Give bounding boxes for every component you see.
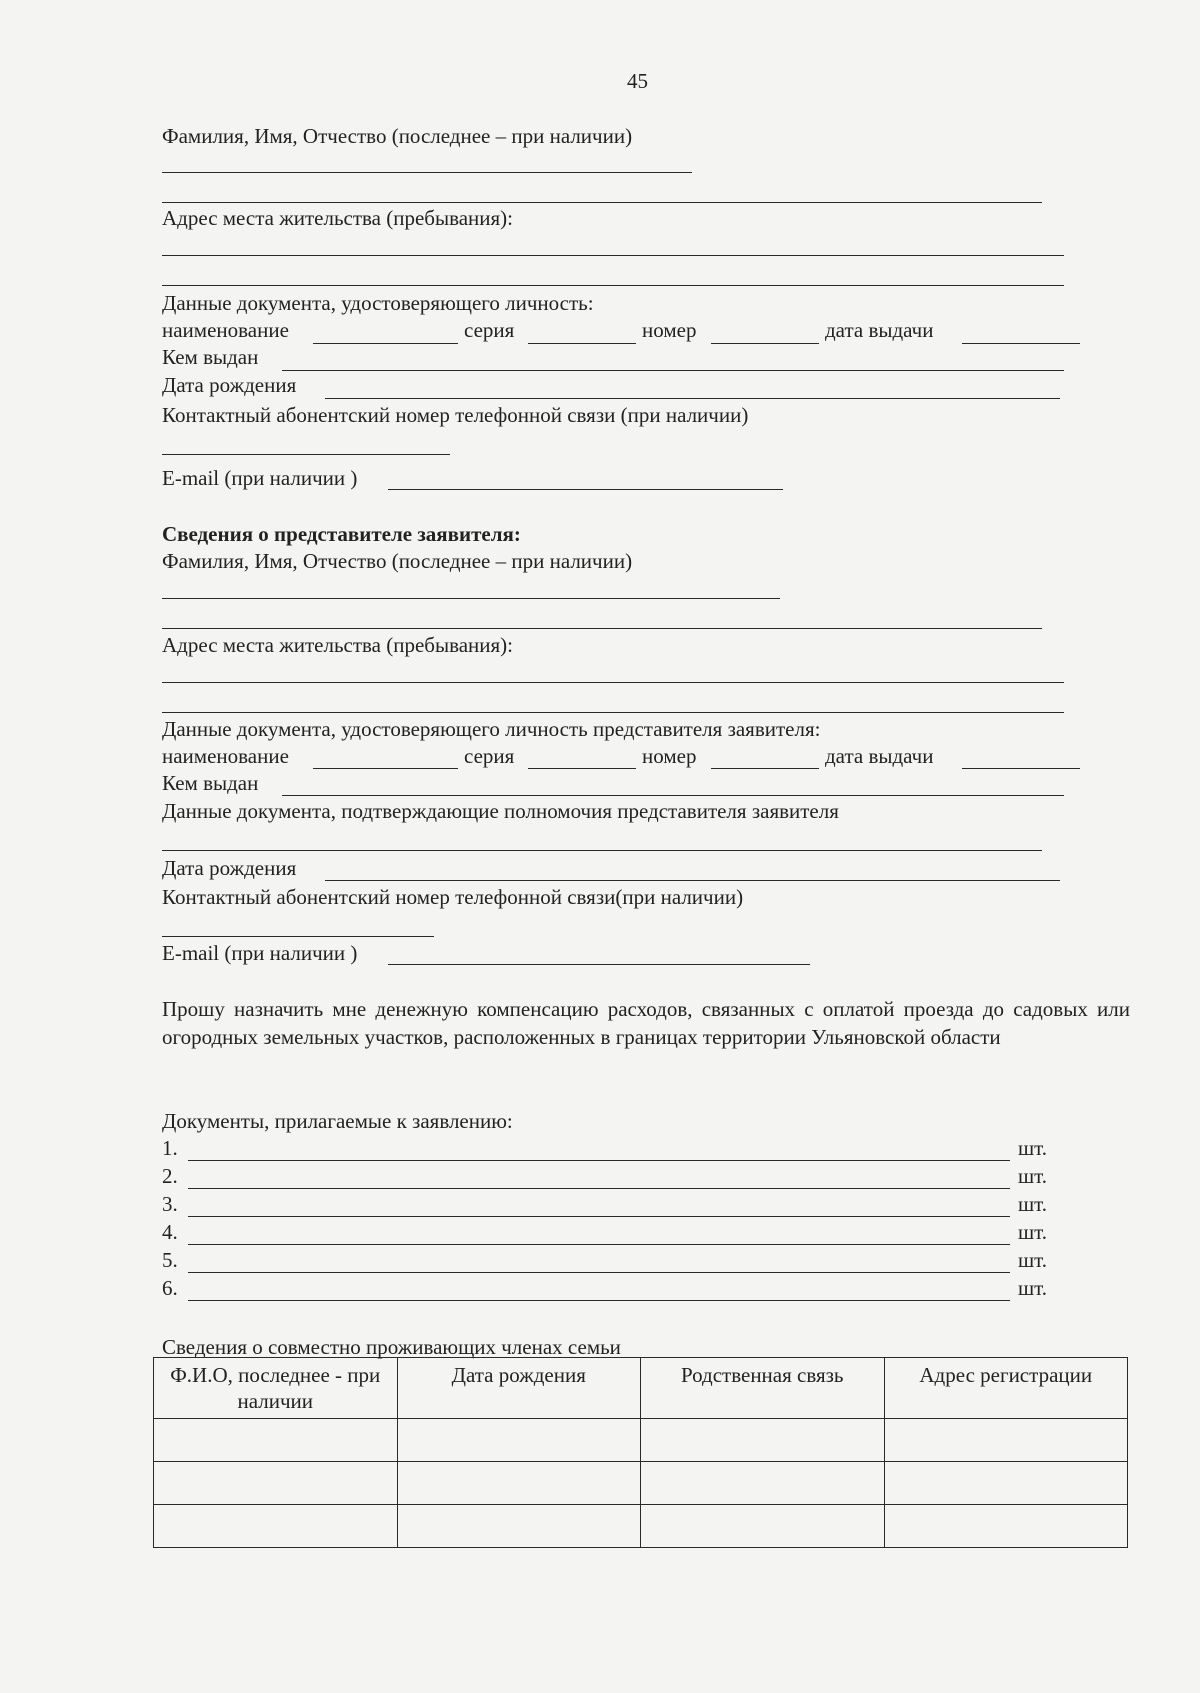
representative-heading: Сведения о представителе заявителя:	[162, 522, 521, 546]
applicant-fio-line-2[interactable]	[162, 202, 1042, 203]
table-cell[interactable]	[154, 1505, 398, 1548]
table-row	[154, 1419, 1128, 1462]
representative-doc-number-field[interactable]	[711, 768, 819, 769]
applicant-email-field[interactable]	[388, 489, 783, 490]
representative-address-line-1[interactable]	[162, 682, 1064, 683]
attachment-number: 2.	[162, 1164, 178, 1188]
applicant-doc-number-label: номер	[642, 318, 697, 342]
attachment-number: 5.	[162, 1248, 178, 1272]
applicant-email-label: E-mail (при наличии )	[162, 466, 358, 490]
representative-doc-name-field[interactable]	[313, 768, 458, 769]
page-number: 45	[627, 69, 648, 93]
applicant-doc-name-label: наименование	[162, 318, 289, 342]
family-col-birth-date: Дата рождения	[397, 1358, 641, 1419]
representative-authority-label: Данные документа, подтверждающие полномочия представителя заявителя	[162, 799, 839, 823]
applicant-address-line-1[interactable]	[162, 255, 1064, 256]
table-row	[154, 1462, 1128, 1505]
attachment-field[interactable]	[188, 1216, 1010, 1217]
representative-phone-label: Контактный абонентский номер телефонной связи(при наличии)	[162, 885, 744, 909]
representative-address-label: Адрес места жительства (пребывания):	[162, 633, 514, 657]
attachment-field[interactable]	[188, 1188, 1010, 1189]
table-cell[interactable]	[884, 1462, 1128, 1505]
family-col-relation: Родственная связь	[641, 1358, 885, 1419]
attachment-field[interactable]	[188, 1272, 1010, 1273]
representative-email-label: E-mail (при наличии )	[162, 941, 358, 965]
representative-authority-field[interactable]	[162, 850, 1042, 851]
table-cell[interactable]	[641, 1462, 885, 1505]
family-table	[153, 1357, 1128, 1548]
applicant-doc-name-field[interactable]	[313, 343, 458, 344]
table-cell[interactable]	[884, 1505, 1128, 1548]
representative-doc-number-label: номер	[642, 744, 697, 768]
representative-fio-label: Фамилия, Имя, Отчество (последнее – при наличии)	[162, 549, 633, 573]
attachment-unit: шт.	[1018, 1276, 1048, 1300]
attachment-unit: шт.	[1018, 1192, 1048, 1216]
applicant-birth-date-field[interactable]	[325, 398, 1060, 399]
applicant-doc-number-field[interactable]	[711, 343, 819, 344]
attachment-number: 3.	[162, 1192, 178, 1216]
table-cell[interactable]	[397, 1505, 641, 1548]
applicant-doc-series-label: серия	[464, 318, 515, 342]
representative-doc-series-label: серия	[464, 744, 515, 768]
attachment-number: 4.	[162, 1220, 178, 1244]
applicant-address-line-2[interactable]	[162, 285, 1064, 286]
representative-doc-label: Данные документа, удостоверяющего личность представителя заявителя:	[162, 717, 821, 741]
applicant-phone-label: Контактный абонентский номер телефонной связи (при наличии)	[162, 403, 749, 427]
attachment-field[interactable]	[188, 1160, 1010, 1161]
applicant-address-label: Адрес места жительства (пребывания):	[162, 206, 514, 230]
representative-birth-date-field[interactable]	[325, 880, 1060, 881]
representative-issued-by-field[interactable]	[282, 795, 1064, 796]
applicant-issued-by-label: Кем выдан	[162, 345, 259, 369]
applicant-fio-line-1[interactable]	[162, 172, 692, 173]
applicant-phone-field[interactable]	[162, 454, 450, 455]
family-table-header-row	[154, 1358, 1128, 1419]
attachment-unit: шт.	[1018, 1220, 1048, 1244]
representative-birth-date-label: Дата рождения	[162, 856, 297, 880]
applicant-fio-label: Фамилия, Имя, Отчество (последнее – при наличии)	[162, 124, 633, 148]
representative-email-field[interactable]	[388, 964, 810, 965]
family-col-address: Адрес регистрации	[884, 1358, 1128, 1419]
table-cell[interactable]	[397, 1419, 641, 1462]
representative-doc-issue-date-label: дата выдачи	[825, 744, 934, 768]
table-cell[interactable]	[154, 1462, 398, 1505]
representative-doc-name-label: наименование	[162, 744, 289, 768]
representative-fio-line-2[interactable]	[162, 628, 1042, 629]
applicant-doc-issue-date-label: дата выдачи	[825, 318, 934, 342]
request-paragraph: Прошу назначить мне денежную компенсацию расходов, связанных с оплатой проезда до садовых или огородных земельных участков, расположенных в границах территории Ульяновской области	[162, 997, 1130, 1049]
attachments-label: Документы, прилагаемые к заявлению:	[162, 1109, 513, 1133]
family-label: Сведения о совместно проживающих членах семьи	[162, 1335, 621, 1359]
attachment-field[interactable]	[188, 1300, 1010, 1301]
representative-fio-line-1[interactable]	[162, 598, 780, 599]
attachment-number: 6.	[162, 1276, 178, 1300]
table-cell[interactable]	[641, 1505, 885, 1548]
table-cell[interactable]	[154, 1419, 398, 1462]
attachment-number: 1.	[162, 1136, 178, 1160]
representative-phone-field[interactable]	[162, 936, 434, 937]
table-cell[interactable]	[641, 1419, 885, 1462]
family-col-fio: Ф.И.О, последнее - при наличии	[154, 1358, 398, 1419]
applicant-doc-issue-date-field[interactable]	[962, 343, 1080, 344]
attachment-unit: шт.	[1018, 1248, 1048, 1272]
representative-issued-by-label: Кем выдан	[162, 771, 259, 795]
applicant-doc-label: Данные документа, удостоверяющего личность:	[162, 291, 594, 315]
applicant-issued-by-field[interactable]	[282, 370, 1064, 371]
attachment-unit: шт.	[1018, 1136, 1048, 1160]
table-cell[interactable]	[397, 1462, 641, 1505]
representative-address-line-2[interactable]	[162, 712, 1064, 713]
applicant-doc-series-field[interactable]	[528, 343, 636, 344]
table-cell[interactable]	[884, 1419, 1128, 1462]
representative-doc-series-field[interactable]	[528, 768, 636, 769]
attachment-unit: шт.	[1018, 1164, 1048, 1188]
table-row	[154, 1505, 1128, 1548]
representative-doc-issue-date-field[interactable]	[962, 768, 1080, 769]
applicant-birth-date-label: Дата рождения	[162, 373, 297, 397]
attachment-field[interactable]	[188, 1244, 1010, 1245]
